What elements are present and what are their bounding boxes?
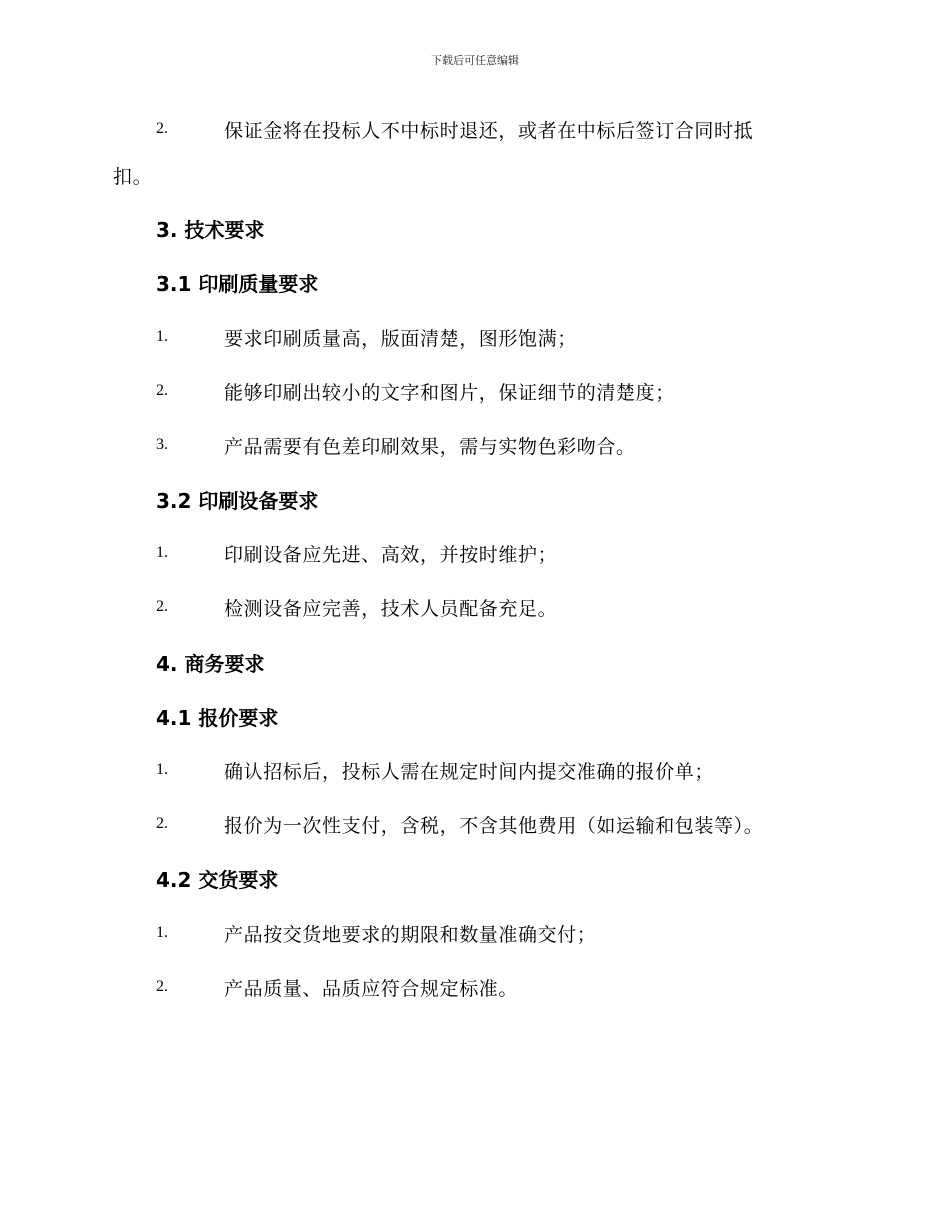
- subsection-heading-print-quality: 3.1 印刷质量要求: [156, 272, 319, 296]
- list-number: 2.: [156, 382, 168, 399]
- subsection-heading-equipment: 3.2 印刷设备要求: [156, 489, 319, 513]
- list-item-text: 保证金将在投标人不中标时退还，或者在中标后签订合同时抵: [224, 120, 754, 142]
- list-number: 2.: [156, 598, 168, 615]
- list-number: 1.: [156, 544, 168, 561]
- list-item-text: 能够印刷出较小的文字和图片，保证细节的清楚度；: [224, 382, 675, 404]
- section-heading-business: 4. 商务要求: [156, 652, 265, 676]
- list-item-text: 报价为一次性支付，含税，不含其他费用（如运输和包装等）。: [224, 815, 764, 837]
- list-item-continuation: 扣。: [113, 166, 153, 188]
- list-item-text: 要求印刷质量高，版面清楚，图形饱满；: [224, 328, 577, 350]
- list-item-text: 检测设备应完善，技术人员配备充足。: [224, 598, 558, 620]
- list-item-text: 印刷设备应先进、高效，并按时维护；: [224, 544, 558, 566]
- subsection-heading-quote: 4.1 报价要求: [156, 706, 279, 730]
- list-number: 1.: [156, 328, 168, 345]
- list-number: 2.: [156, 978, 168, 995]
- list-number: 3.: [156, 436, 168, 453]
- list-number: 2.: [156, 120, 168, 137]
- list-number: 2.: [156, 815, 168, 832]
- page-header: 下载后可任意编辑: [431, 54, 519, 67]
- list-number: 1.: [156, 761, 168, 778]
- list-item-text: 产品按交货地要求的期限和数量准确交付；: [224, 924, 597, 946]
- subsection-heading-delivery: 4.2 交货要求: [156, 868, 279, 892]
- list-number: 1.: [156, 924, 168, 941]
- list-item-text: 确认招标后，投标人需在规定时间内提交准确的报价单；: [224, 761, 715, 783]
- list-item-text: 产品需要有色差印刷效果，需与实物色彩吻合。: [224, 436, 636, 458]
- list-item-text: 产品质量、品质应符合规定标准。: [224, 978, 519, 1000]
- section-heading-tech: 3. 技术要求: [156, 218, 265, 242]
